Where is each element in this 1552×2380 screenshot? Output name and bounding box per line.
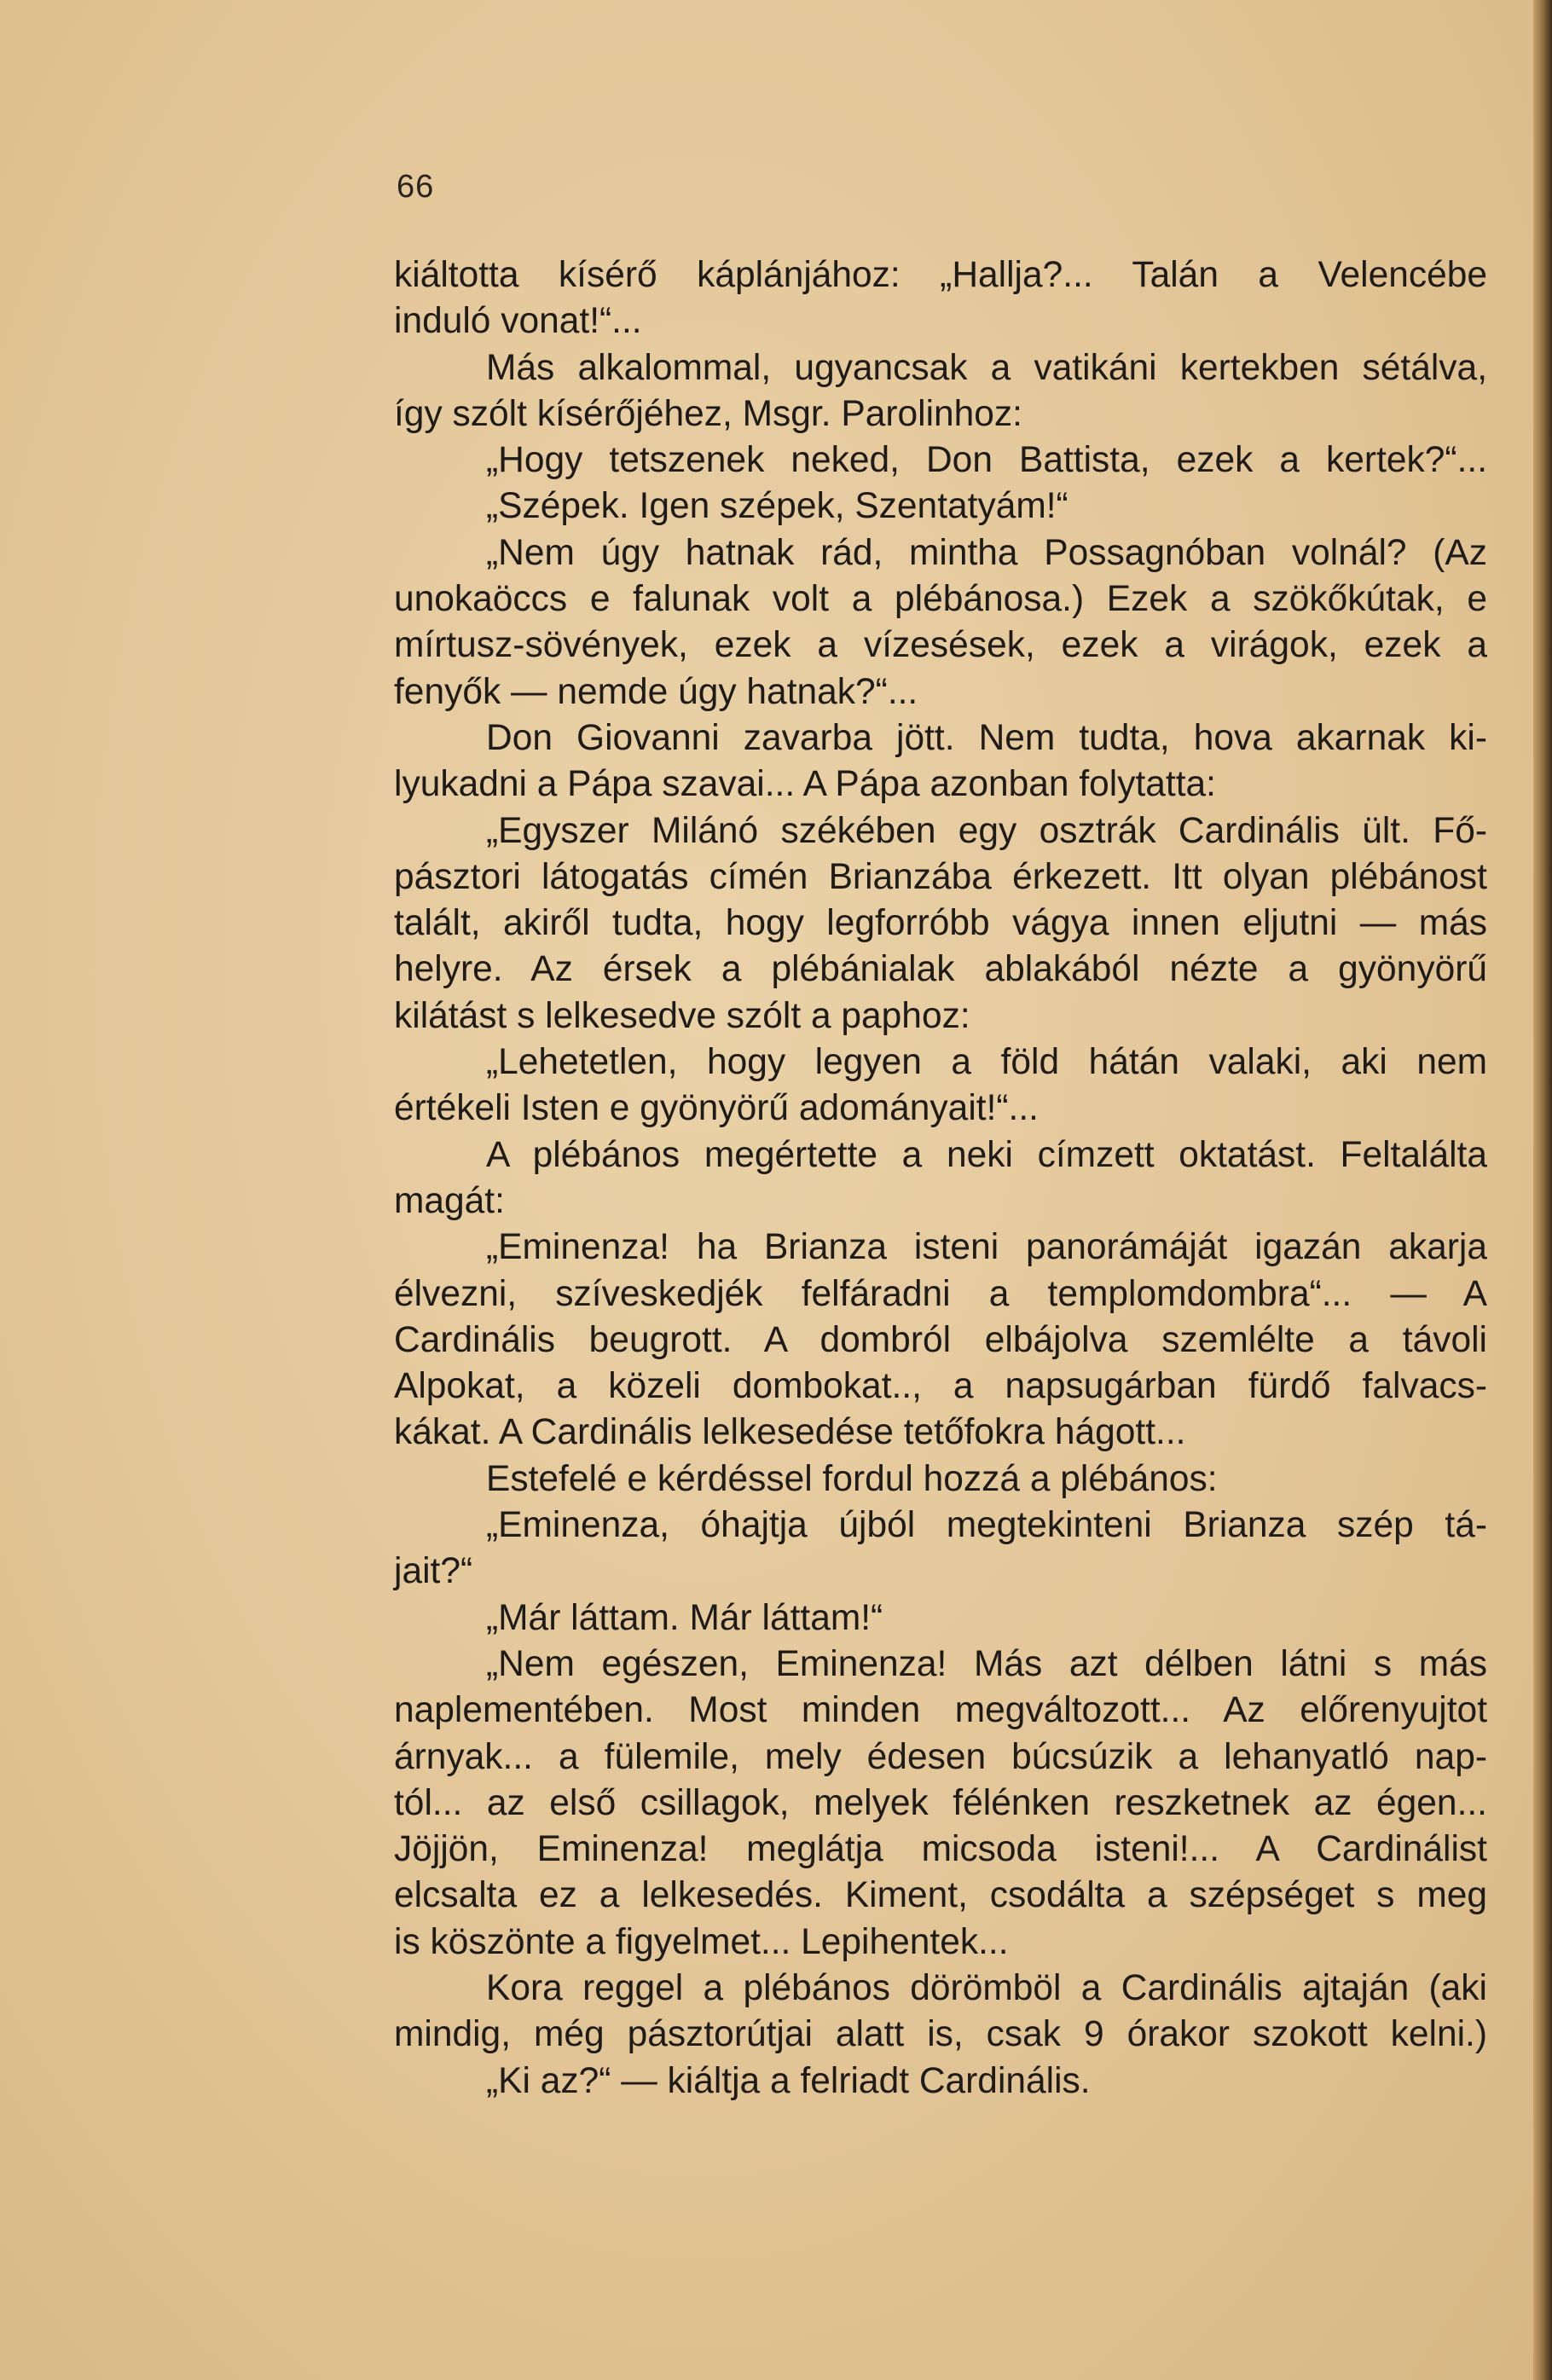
text-line: Estefelé e kérdéssel fordul hozzá a plébános: [486,1458,1218,1499]
page-edge-shadow [1533,0,1552,2380]
text-line: „Eminenza, óhajtja újból megtekinteni Brianza szép tá- [486,1505,1487,1546]
text-line: jait?“ [394,1551,473,1592]
text-line: értékeli Isten e gyönyörű adományait!“... [394,1088,1039,1129]
text-line: is köszönte a figyelmet... Lepihentek... [394,1921,1009,1962]
text-line: unokaöccs e falunak volt a plébánosa.) Ezek a szökőkútak, e [394,579,1487,620]
text-line: mírtusz-sövények, ezek a vízesések, ezek a virágok, ezek a [394,625,1487,666]
text-line: Más alkalommal, ugyancsak a vatikáni kertekben sétálva, [486,347,1487,388]
text-line: kiáltotta kísérő káplánjához: „Hallja?... Talán a Velencébe [394,255,1487,295]
text-line: lyukadni a Pápa szavai... A Pápa azonban folytatta: [394,764,1216,805]
text-line: kilátást s lelkesedve szólt a paphoz: [394,995,970,1036]
text-line: kákat. A Cardinális lelkesedése tetőfokra hágott... [394,1412,1186,1453]
text-line: élvezni, szíveskedjék felfáradni a templomdombra“... — A [394,1273,1487,1314]
text-line: Alpokat, a közeli dombokat.., a napsugárban fürdő falvacs- [394,1366,1487,1407]
text-line: induló vonat!“... [394,301,642,342]
text-line: „Lehetetlen, hogy legyen a föld hátán valaki, aki nem [486,1042,1487,1083]
text-line: tól... az első csillagok, melyek félénken reszketnek az égen... [394,1782,1487,1823]
text-line: „Egyszer Milánó székében egy osztrák Cardinális ült. Fő- [486,810,1487,851]
text-line: Kora reggel a plébános dörömböl a Cardinális ajtaján (aki [486,1967,1487,2008]
text-line: „Már láttam. Már láttam!“ [486,1597,883,1638]
text-line: elcsalta ez a lelkesedés. Kiment, csodálta a szépséget s meg [394,1875,1487,1916]
text-line: magát: [394,1180,505,1221]
text-line: „Nem egészen, Eminenza! Más azt délben látni s más [486,1643,1487,1684]
text-line: talált, akiről tudta, hogy legforróbb vágya innen eljutni — más [394,903,1487,944]
page-number: 66 [397,169,435,205]
text-line: A plébános megértette a neki címzett oktatást. Feltalálta [486,1134,1487,1175]
text-line: Don Giovanni zavarba jött. Nem tudta, hova akarnak ki- [486,717,1487,758]
text-line: Cardinális beugrott. A dombról elbájolva szemlélte a távoli [394,1319,1487,1360]
text-line: árnyak... a fülemile, mely édesen búcsúzik a lehanyatló nap- [394,1736,1487,1777]
text-line: „Szépek. Igen szépek, Szentatyám!“ [486,486,1068,527]
body-text [394,252,1487,2105]
text-line: mindig, még pásztorútjai alatt is, csak 9 órakor szokott kelni.) [394,2014,1487,2055]
text-line: így szólt kísérőjéhez, Msgr. Parolinhoz: [394,393,1022,434]
text-line: fenyők — nemde úgy hatnak?“... [394,671,918,712]
text-line: „Hogy tetszenek neked, Don Battista, ezek a kertek?“... [486,440,1487,481]
text-line: naplementében. Most minden megváltozott... Az előrenyujtot [394,1690,1487,1731]
text-line: Jöjjön, Eminenza! meglátja micsoda isteni!... A Cardinálist [394,1829,1487,1870]
text-line: „Ki az?“ — kiáltja a felriadt Cardinális. [486,2060,1091,2101]
text-line: „Eminenza! ha Brianza isteni panorámáját igazán akarja [486,1227,1487,1268]
text-line: helyre. Az érsek a plébánialak ablakából nézte a gyönyörű [394,949,1487,990]
text-line: „Nem úgy hatnak rád, mintha Possagnóban volnál? (Az [486,532,1487,573]
text-line: pásztori látogatás címén Brianzába érkezett. Itt olyan plébánost [394,856,1487,897]
